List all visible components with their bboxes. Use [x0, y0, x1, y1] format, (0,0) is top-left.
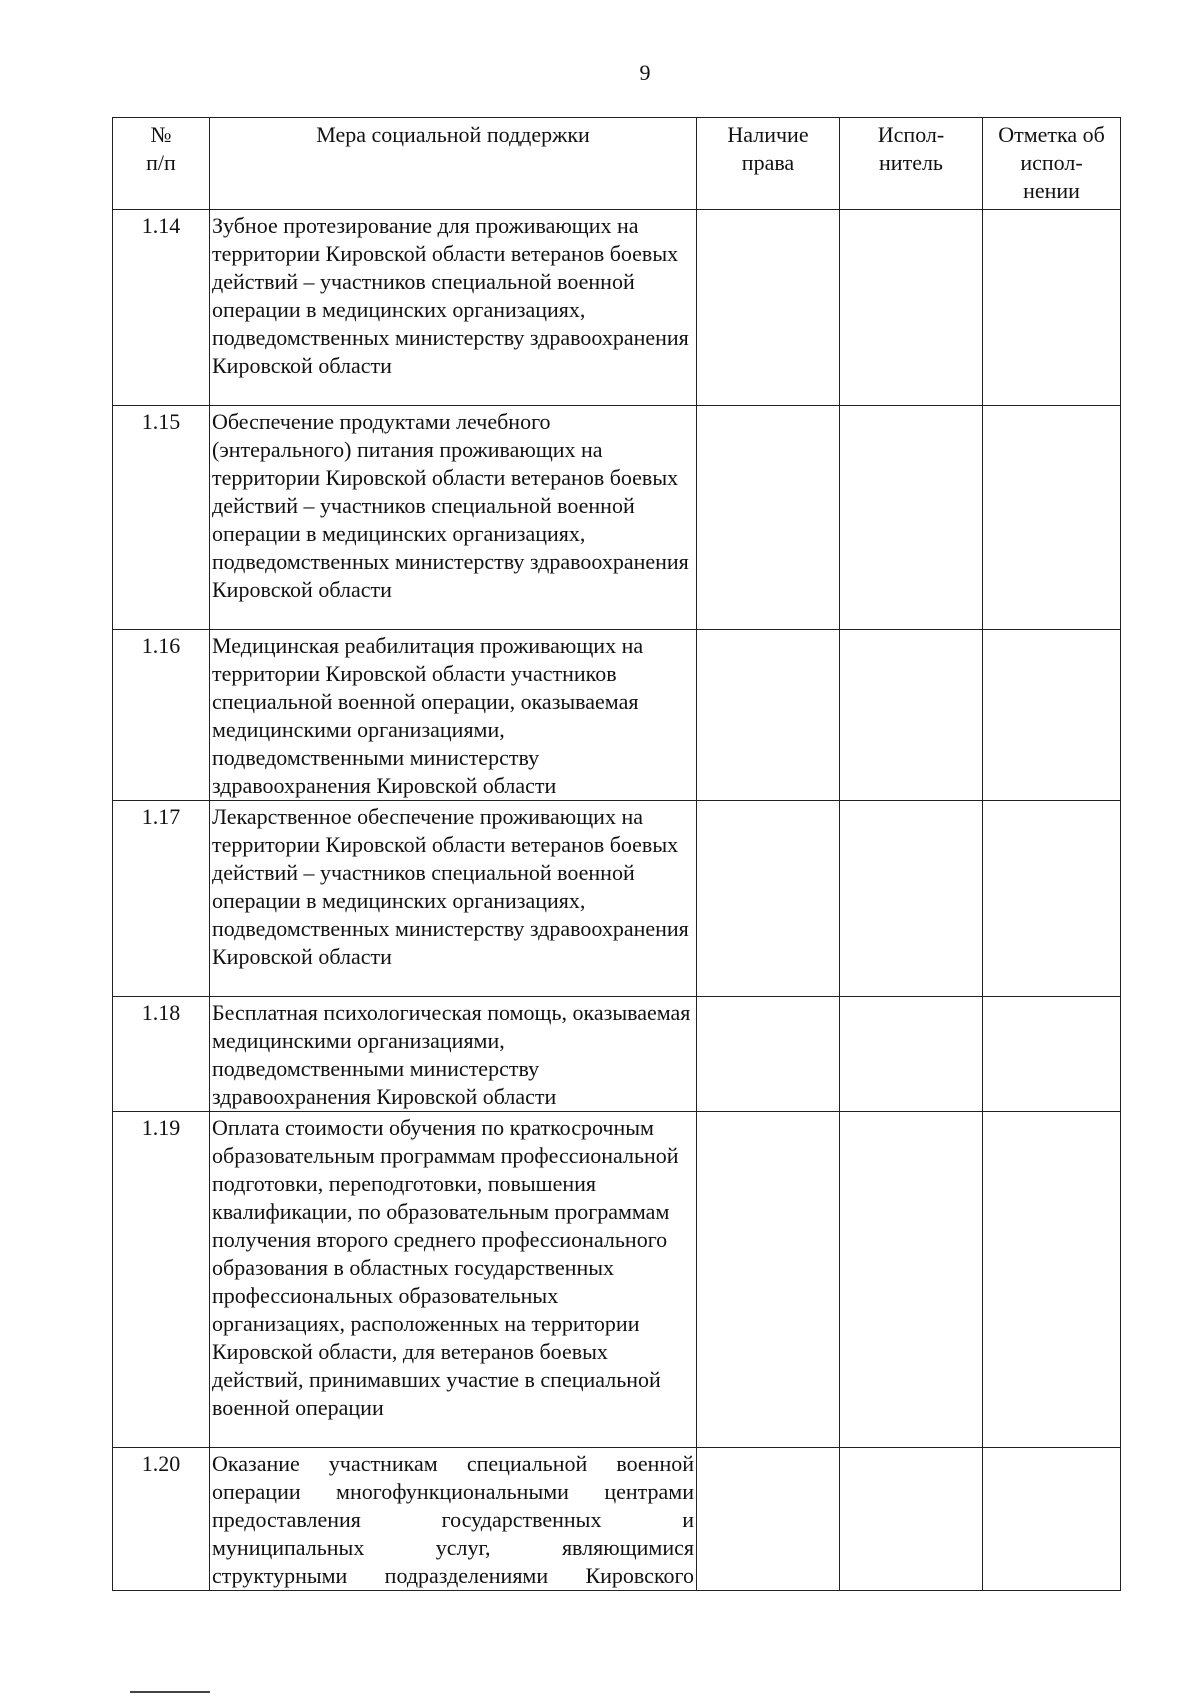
- row-executor-cell: [840, 210, 983, 406]
- table-row: [113, 1112, 1121, 1448]
- table-row: [113, 630, 1121, 801]
- row-num: 1.16: [113, 630, 210, 801]
- page-number: 9: [639, 60, 651, 85]
- table-row: [113, 801, 1121, 997]
- row-executor-cell: [840, 630, 983, 801]
- row-mark-cell: [983, 210, 1121, 406]
- row-measure: Зубное протезирование для проживающих на территории Кировской области ветеранов боевых действий – участников специальной военной операции в медицинских организациях, подведомственных министерству здравоохранения Кировской области: [210, 210, 697, 406]
- row-right-cell: [697, 1448, 840, 1591]
- row-right-cell: [697, 406, 840, 630]
- row-measure: Обеспечение продуктами лечебного (энтерального) питания проживающих на территории Кировской области ветеранов боевых действий – участников специальной военной операции в медицинских организациях, подведомственных министерству здравоохранения Кировской области: [210, 406, 697, 630]
- social-support-table: [112, 117, 1121, 1591]
- row-executor-cell: [840, 997, 983, 1112]
- row-executor-cell: [840, 1448, 983, 1591]
- row-measure: Оплата стоимости обучения по краткосрочным образовательным программам профессиональной подготовки, переподготовки, повышения квалификации, по образовательным программам получения второго среднего профессионального образования в областных государственных профессиональных образовательных организациях, расположенных на территории Кировской области, для ветеранов боевых действий, принимавших участие в специальной военной операции: [210, 1112, 697, 1448]
- header-mark: [983, 118, 1121, 210]
- header-executor: [840, 118, 983, 210]
- row-mark-cell: [983, 997, 1121, 1112]
- table-row: [113, 1448, 1121, 1591]
- row-measure: Оказание участникам специальной военной операции многофункциональными центрами предоставления государственных и муниципальных услуг, являющимися структурными подразделениями Кировского: [210, 1448, 697, 1591]
- scan-edge-mark: [130, 1691, 210, 1693]
- row-num: 1.20: [113, 1448, 210, 1591]
- row-num: 1.14: [113, 210, 210, 406]
- row-executor-cell: [840, 406, 983, 630]
- row-measure: Бесплатная психологическая помощь, оказываемая медицинскими организациями, подведомственными министерству здравоохранения Кировской области: [210, 997, 697, 1112]
- row-num: 1.19: [113, 1112, 210, 1448]
- row-mark-cell: [983, 1448, 1121, 1591]
- row-mark-cell: [983, 1112, 1121, 1448]
- header-right-label: Наличие права: [727, 122, 809, 175]
- row-mark-cell: [983, 406, 1121, 630]
- row-mark-cell: [983, 801, 1121, 997]
- header-mark-label: Отметка об испол- нении: [998, 122, 1105, 203]
- header-right: [697, 118, 840, 210]
- row-executor-cell: [840, 801, 983, 997]
- table-row: [113, 406, 1121, 630]
- table-row: [113, 997, 1121, 1112]
- table-row: [113, 210, 1121, 406]
- header-num-label: № п/п: [146, 122, 176, 175]
- row-right-cell: [697, 630, 840, 801]
- row-num: 1.18: [113, 997, 210, 1112]
- row-right-cell: [697, 210, 840, 406]
- row-right-cell: [697, 997, 840, 1112]
- row-executor-cell: [840, 1112, 983, 1448]
- row-right-cell: [697, 801, 840, 997]
- header-num: [113, 118, 210, 210]
- header-executor-label: Испол- нитель: [877, 122, 945, 175]
- row-measure: Медицинская реабилитация проживающих на территории Кировской области участников специальной военной операции, оказываемая медицинскими организациями, подведомственными министерству здравоохранения Кировской области: [210, 630, 697, 801]
- row-num: 1.15: [113, 406, 210, 630]
- header-measure-label: Мера социальной поддержки: [316, 122, 590, 147]
- row-measure: Лекарственное обеспечение проживающих на территории Кировской области ветеранов боевых действий – участников специальной военной операции в медицинских организациях, подведомственных министерству здравоохранения Кировской области: [210, 801, 697, 997]
- table-header-row: [113, 118, 1121, 210]
- row-right-cell: [697, 1112, 840, 1448]
- row-num: 1.17: [113, 801, 210, 997]
- row-mark-cell: [983, 630, 1121, 801]
- header-measure: [210, 118, 697, 210]
